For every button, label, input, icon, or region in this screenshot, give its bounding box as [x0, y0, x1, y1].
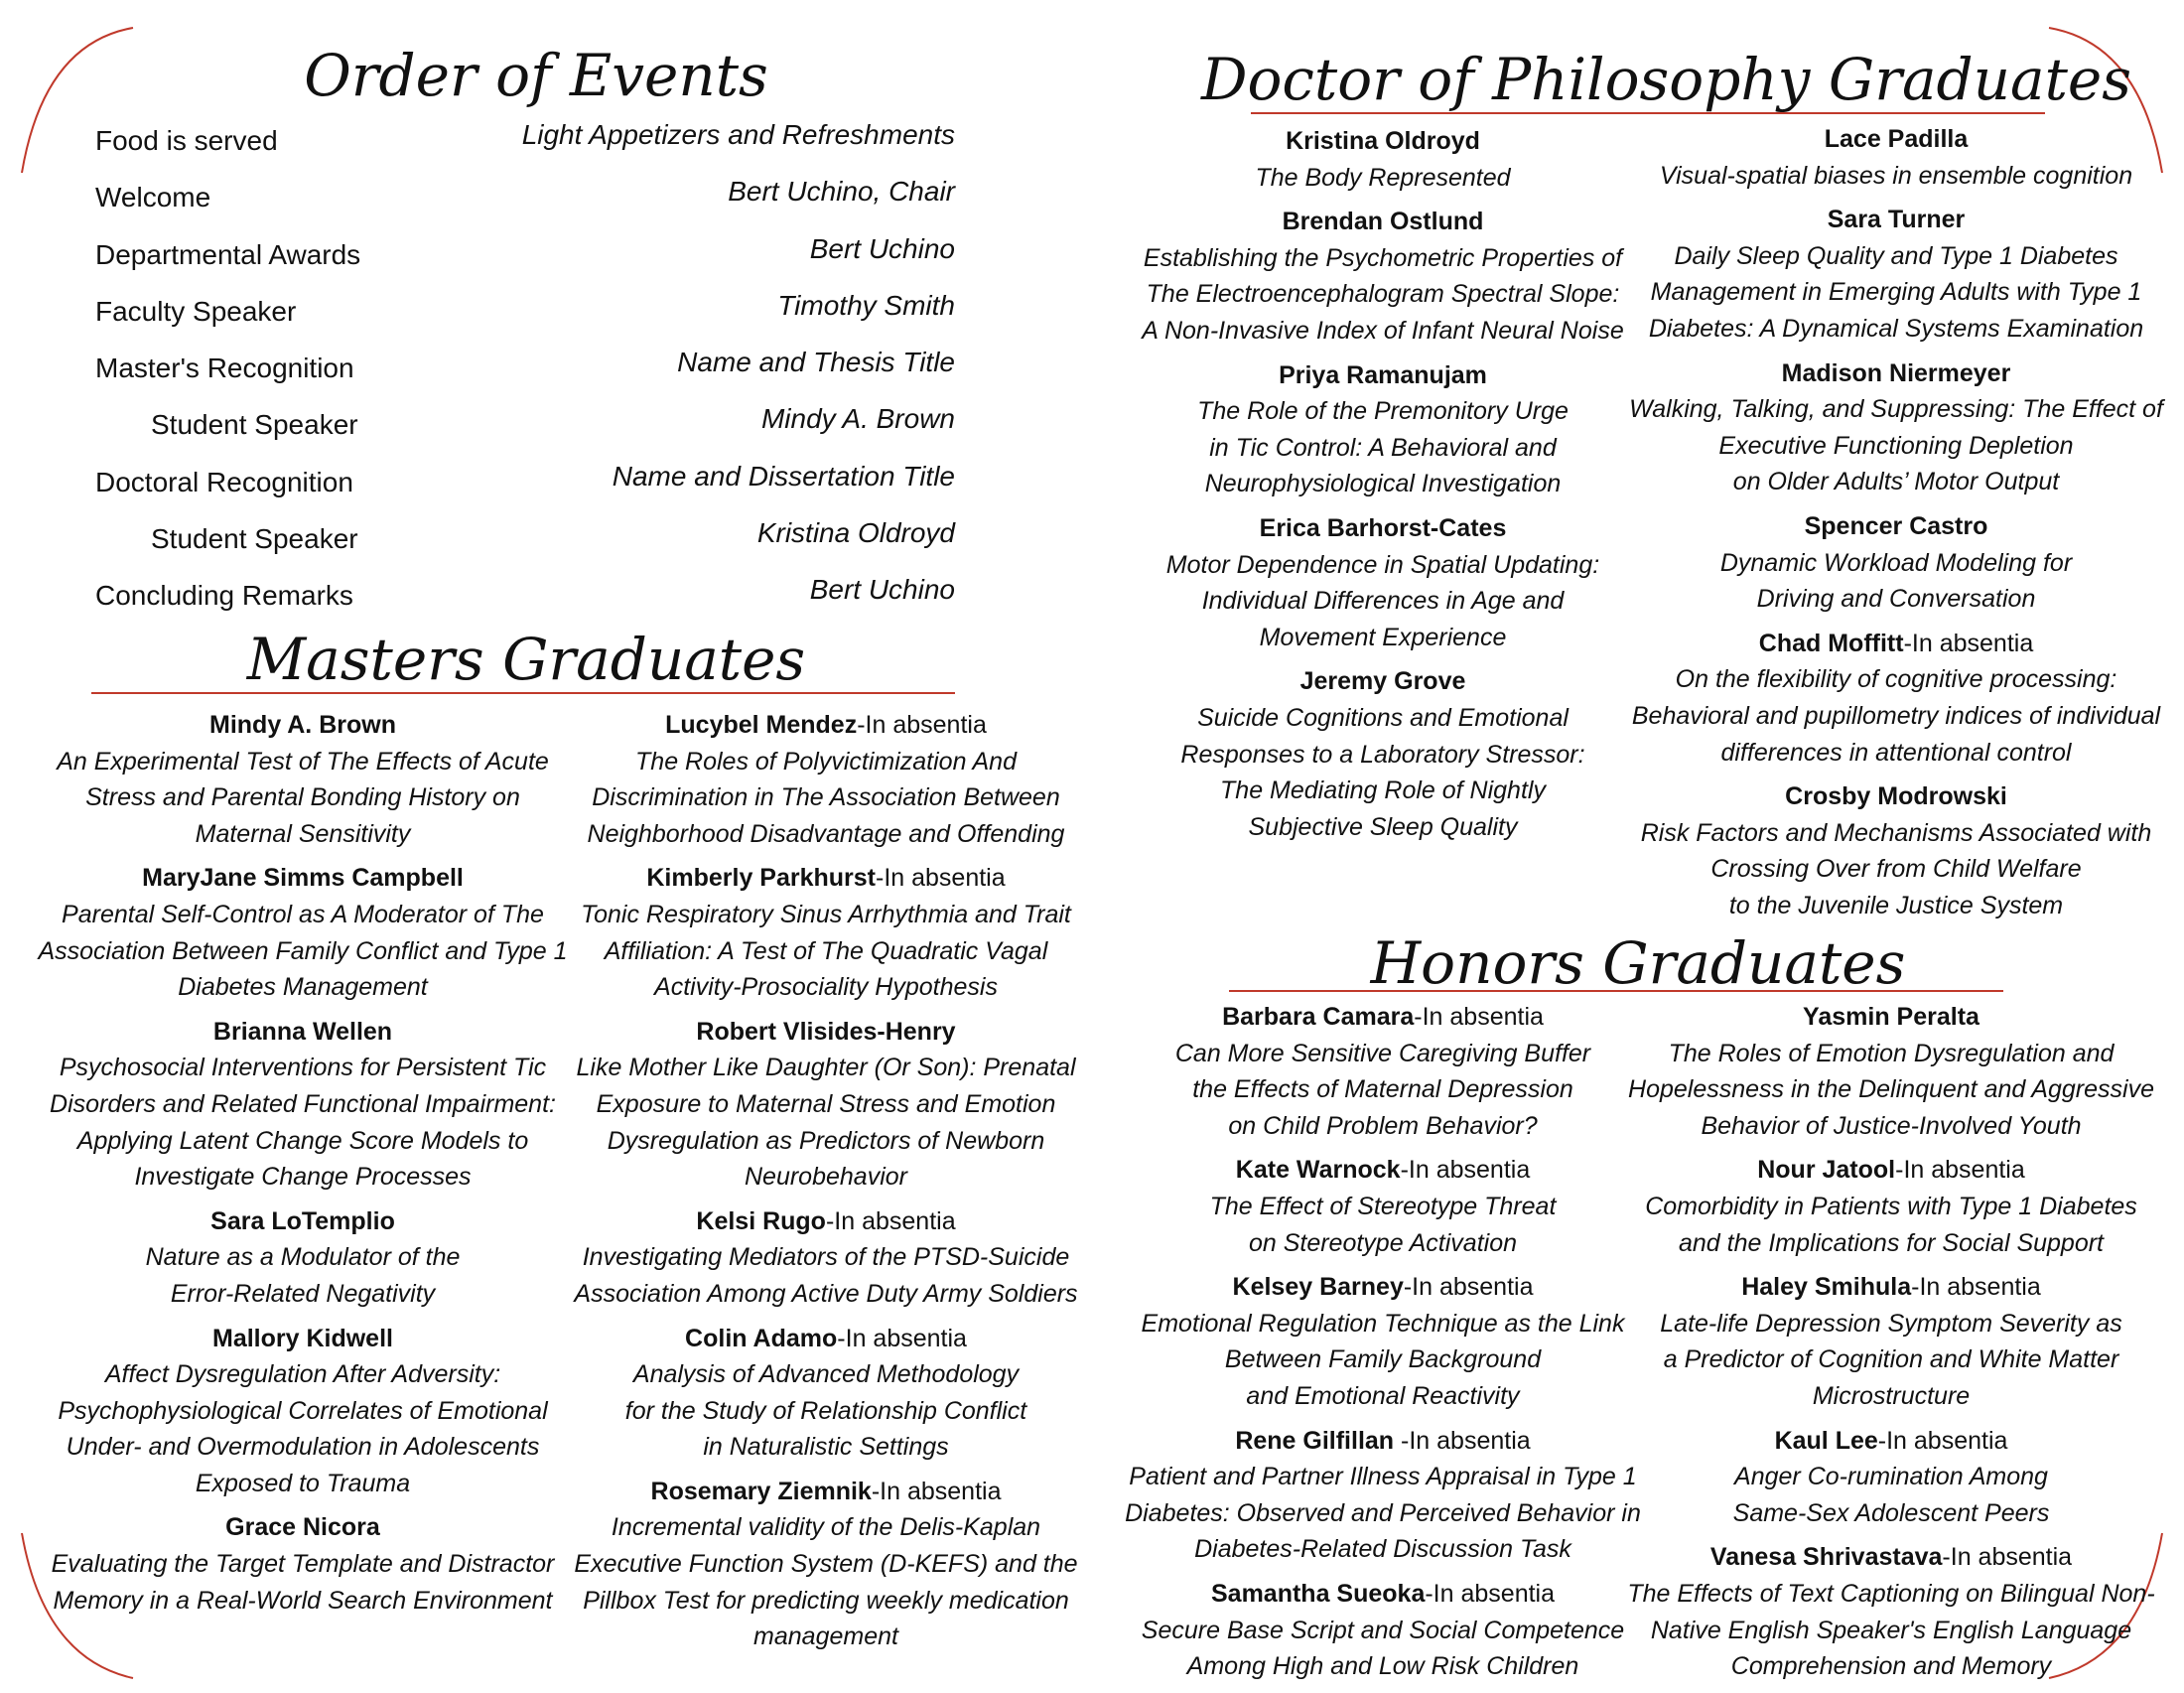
graduate-name-line — [1618, 1152, 2164, 1189]
graduate-name: Kelsey Barney — [1232, 1273, 1404, 1302]
graduate-name: Yasmin Peralta — [1803, 1003, 1979, 1031]
graduate-name-line — [1120, 999, 1646, 1036]
masters-heading: Masters Graduates — [246, 626, 806, 693]
graduate-name: Vanesa Shrivastava — [1709, 1543, 1943, 1572]
thesis-title-line: Dysregulation as Predictors of Newborn — [607, 1126, 1045, 1155]
honors-right-column — [1618, 999, 2164, 1693]
thesis-title-line: Motor Dependence in Spatial Updating: — [1165, 550, 1600, 579]
thesis-title-line: Neighborhood Disadvantage and Offending — [587, 819, 1065, 848]
thesis-title-line: Individual Differences in Age and — [1201, 587, 1565, 616]
thesis-title-line: Anger Co-rumination Among — [1734, 1463, 2048, 1491]
thesis-title-line: Incremental validity of the Delis-Kaplan — [611, 1513, 1041, 1542]
thesis-title-line: Exposure to Maternal Stress and Emotion — [596, 1089, 1056, 1118]
thesis-title-line: Parental Self-Control as A Moderator of The — [62, 900, 544, 928]
graduate-entry — [1618, 1152, 2164, 1261]
thesis-title-line: on Stereotype Activation — [1248, 1228, 1518, 1257]
graduate-name-line — [1120, 357, 1646, 394]
event-value: Bert Uchino — [809, 574, 955, 606]
thesis-title-line: Visual-spatial biases in ensemble cognition — [1659, 161, 2133, 190]
graduate-entry — [1618, 1269, 2164, 1414]
thesis-title-line: Secure Base Script and Social Competence — [1141, 1616, 1625, 1644]
thesis-title-line: An Experimental Test of The Effects of Acute — [57, 747, 549, 776]
in-absentia-note: -In absentia — [1394, 1426, 1531, 1455]
thesis-title-line: on Child Problem Behavior? — [1228, 1111, 1538, 1140]
in-absentia-note: -In absentia — [876, 864, 1006, 893]
graduate-name: Robert Vlisides-Henry — [696, 1017, 956, 1046]
graduate-name: Kaul Lee — [1774, 1426, 1878, 1455]
thesis-title-line: Establishing the Psychometric Properties of — [1143, 243, 1623, 272]
phd-heading: Doctor of Philosophy Graduates — [1201, 46, 2131, 113]
thesis-title-line: on Older Adults’ Motor Output — [1732, 468, 2060, 496]
thesis-title-line: The Mediating Role of Nightly — [1220, 776, 1546, 805]
thesis-title-line: Memory in a Real-World Search Environment — [53, 1586, 553, 1615]
thesis-title-line: Daily Sleep Quality and Type 1 Diabetes — [1674, 241, 2118, 270]
graduate-name-line — [30, 1203, 576, 1240]
thesis-title-line: The Effects of Text Captioning on Bilingual Non- — [1627, 1579, 2155, 1608]
honors-left-column — [1120, 999, 1646, 1693]
thesis-title-line: The Body Represented — [1255, 163, 1511, 192]
thesis-title-line: The Effect of Stereotype Threat — [1209, 1192, 1557, 1220]
thesis-title-line: Affect Dysregulation After Adversity: — [104, 1360, 501, 1389]
thesis-title-line: for the Study of Relationship Conflict — [624, 1396, 1027, 1425]
graduate-entry — [30, 707, 576, 852]
graduate-name-line — [568, 1321, 1084, 1357]
event-row — [95, 119, 955, 176]
graduate-entry — [1120, 123, 1646, 196]
graduate-name-line — [1120, 663, 1646, 700]
graduate-name-line — [568, 1203, 1084, 1240]
thesis-title-line: Neurobehavior — [745, 1163, 907, 1192]
thesis-title-line: Neurophysiological Investigation — [1204, 470, 1562, 498]
graduate-name: Mindy A. Brown — [209, 711, 396, 739]
event-value: Light Appetizers and Refreshments — [521, 119, 955, 150]
graduate-name-line — [1120, 1423, 1646, 1460]
thesis-title-line: Patient and Partner Illness Appraisal in Type 1 — [1129, 1463, 1637, 1491]
graduate-entry — [1120, 1423, 1646, 1568]
graduate-entry — [30, 1014, 576, 1196]
event-row — [95, 347, 955, 403]
graduate-name: Samantha Sueoka — [1211, 1579, 1426, 1608]
event-value: Name and Thesis Title — [677, 347, 955, 378]
graduate-name-line — [1618, 999, 2164, 1036]
thesis-title-line: Evaluating the Target Template and Distractor — [51, 1550, 555, 1579]
graduate-name-line — [1120, 1269, 1646, 1306]
phd-left-column — [1120, 123, 1646, 853]
graduate-name-line — [1618, 1269, 2164, 1306]
graduate-name: Erica Barhorst-Cates — [1259, 513, 1507, 542]
graduate-entry — [1120, 1269, 1646, 1414]
event-label: Student Speaker — [151, 523, 358, 555]
graduate-name: Sara LoTemplio — [210, 1206, 395, 1235]
thesis-title-line: Disorders and Related Functional Impairment: — [50, 1089, 556, 1118]
event-label: Student Speaker — [151, 409, 358, 441]
thesis-title-line: Nature as a Modulator of the — [145, 1243, 461, 1272]
graduate-name-line — [1120, 1576, 1646, 1613]
graduate-name: Nour Jatool — [1757, 1156, 1896, 1185]
in-absentia-note: -In absentia — [1403, 1273, 1534, 1302]
event-label: Doctoral Recognition — [95, 466, 353, 497]
thesis-title-line: The Role of the Premonitory Urge — [1197, 397, 1569, 426]
event-row — [95, 290, 955, 347]
thesis-title-line: Diabetes-Related Discussion Task — [1194, 1535, 1571, 1564]
graduate-entry — [1120, 663, 1646, 845]
graduate-name-line — [568, 707, 1084, 744]
thesis-title-line: Diabetes: A Dynamical Systems Examination — [1648, 314, 2144, 343]
thesis-title-line: in Tic Control: A Behavioral and — [1209, 433, 1557, 462]
graduate-name-line — [1618, 508, 2174, 545]
graduate-name: Haley Smihula — [1741, 1273, 1912, 1302]
thesis-title-line: Microstructure — [1812, 1381, 1971, 1410]
event-row — [95, 233, 955, 290]
thesis-title-line: On the flexibility of cognitive processing: — [1675, 665, 2117, 694]
thesis-title-line: a Predictor of Cognition and White Matter — [1663, 1345, 2119, 1374]
thesis-title-line: The Roles of Emotion Dysregulation and — [1668, 1039, 2115, 1067]
graduate-entry — [1120, 510, 1646, 655]
thesis-title-line: Stress and Parental Bonding History on — [85, 783, 520, 812]
graduate-name-line — [1618, 626, 2174, 662]
thesis-title-line: Psychosocial Interventions for Persistent Tic — [59, 1054, 547, 1082]
event-row — [95, 517, 955, 574]
graduate-name: Rene Gilfillan — [1235, 1426, 1395, 1455]
graduate-entry — [30, 860, 576, 1005]
thesis-title-line: Maternal Sensitivity — [195, 819, 411, 848]
thesis-title-line: Comorbidity in Patients with Type 1 Diabetes — [1645, 1192, 2137, 1220]
thesis-title-line: Walking, Talking, and Suppressing: The Effect of — [1629, 395, 2163, 424]
honors-heading: Honors Graduates — [1370, 929, 1906, 997]
thesis-title-line: Comprehension and Memory — [1730, 1652, 2052, 1681]
graduate-name-line — [30, 707, 576, 744]
in-absentia-note: -In absentia — [1942, 1543, 2073, 1572]
graduate-name-line — [30, 1014, 576, 1051]
thesis-title-line: Hopelessness in the Delinquent and Aggressive — [1628, 1075, 2154, 1104]
graduate-name: Lucybel Mendez — [665, 711, 858, 739]
thesis-title-line: Driving and Conversation — [1756, 585, 2036, 614]
graduate-name-line — [568, 1474, 1084, 1510]
thesis-title-line: Tonic Respiratory Sinus Arrhythmia and Trait — [581, 900, 1071, 928]
event-label: Master's Recognition — [95, 353, 354, 384]
graduate-name-line — [568, 1014, 1084, 1051]
thesis-title-line: Subjective Sleep Quality — [1248, 812, 1518, 841]
graduate-entry — [568, 1014, 1084, 1196]
graduate-name-line — [1618, 121, 2174, 158]
event-row — [95, 403, 955, 460]
thesis-title-line: Applying Latent Change Score Models to — [76, 1126, 529, 1155]
in-absentia-note: -In absentia — [871, 1477, 1002, 1505]
thesis-title-line: Can More Sensitive Caregiving Buffer — [1174, 1039, 1591, 1067]
thesis-title-line: Diabetes: Observed and Perceived Behavior in — [1125, 1498, 1641, 1527]
phd-heading-rule — [1251, 112, 2045, 114]
graduate-entry — [1618, 202, 2174, 347]
thesis-title-line: Dynamic Workload Modeling for — [1719, 548, 2073, 577]
thesis-title-line: Executive Function System (D-KEFS) and the — [574, 1550, 1078, 1579]
event-value: Timothy Smith — [777, 289, 955, 321]
event-value: Kristina Oldroyd — [756, 517, 955, 549]
phd-right-column — [1618, 121, 2174, 931]
event-label: Concluding Remarks — [95, 580, 353, 612]
event-value: Bert Uchino — [809, 232, 955, 264]
in-absentia-note: -In absentia — [1414, 1003, 1544, 1031]
graduate-name-line — [1618, 1423, 2164, 1460]
graduate-name-line — [1618, 1539, 2164, 1576]
graduate-name: Sara Turner — [1827, 206, 1966, 234]
in-absentia-note: -In absentia — [837, 1324, 967, 1352]
graduate-name: Brianna Wellen — [212, 1017, 393, 1046]
thesis-title-line: Same-Sex Adolescent Peers — [1732, 1498, 2050, 1527]
graduate-name: Spencer Castro — [1804, 511, 1988, 540]
graduate-name-line — [568, 860, 1084, 897]
graduate-name-line — [1120, 123, 1646, 160]
graduate-name: Rosemary Ziemnik — [650, 1477, 872, 1505]
thesis-title-line: in Naturalistic Settings — [703, 1433, 949, 1462]
thesis-title-line: Discrimination in The Association Between — [592, 783, 1060, 812]
thesis-title-line: Error-Related Negativity — [170, 1279, 436, 1308]
thesis-title-line: management — [753, 1622, 898, 1651]
thesis-title-line: Native English Speaker's English Language — [1650, 1616, 2132, 1644]
thesis-title-line: differences in attentional control — [1720, 738, 2072, 767]
graduate-name: Brendan Ostlund — [1282, 208, 1484, 236]
thesis-title-line: Late-life Depression Symptom Severity as — [1660, 1309, 2122, 1338]
graduate-entry — [30, 1321, 576, 1502]
thesis-title-line: to the Juvenile Justice System — [1728, 891, 2064, 919]
in-absentia-note: -In absentia — [857, 711, 987, 739]
graduate-name: Crosby Modrowski — [1785, 782, 2007, 811]
event-row — [95, 176, 955, 232]
graduate-name: Kate Warnock — [1235, 1156, 1401, 1185]
thesis-title-line: Exposed to Trauma — [195, 1469, 411, 1497]
graduate-entry — [30, 1509, 576, 1619]
graduate-entry — [30, 1203, 576, 1313]
graduate-name-line — [1120, 510, 1646, 547]
in-absentia-note: -In absentia — [825, 1206, 956, 1235]
event-value: Bert Uchino, Chair — [728, 176, 955, 208]
graduate-name-line — [1618, 778, 2174, 815]
graduate-name: MaryJane Simms Campbell — [142, 864, 464, 893]
thesis-title-line: Investigate Change Processes — [134, 1163, 472, 1192]
order-of-events-list — [95, 119, 955, 632]
thesis-title-line: Emotional Regulation Technique as the Link — [1141, 1309, 1625, 1338]
thesis-title-line: Management in Emerging Adults with Type 1 — [1650, 278, 2142, 307]
masters-right-column — [568, 707, 1084, 1663]
thesis-title-line: Like Mother Like Daughter (Or Son): Prenatal — [576, 1054, 1076, 1082]
graduate-entry — [1618, 508, 2174, 618]
thesis-title-line: Movement Experience — [1259, 623, 1507, 651]
event-value: Name and Dissertation Title — [612, 460, 955, 492]
graduate-entry — [1120, 1152, 1646, 1261]
graduate-entry — [1618, 1423, 2164, 1532]
graduate-name: Lace Padilla — [1824, 125, 1969, 153]
thesis-title-line: Crossing Over from Child Welfare — [1710, 855, 2082, 884]
event-label: Food is served — [95, 125, 278, 156]
thesis-title-line: the Effects of Maternal Depression — [1192, 1075, 1573, 1104]
graduate-name: Madison Niermeyer — [1781, 358, 2011, 387]
graduate-entry — [1618, 355, 2174, 500]
graduate-entry — [1618, 999, 2164, 1144]
thesis-title-line: Analysis of Advanced Methodology — [632, 1360, 1020, 1389]
graduate-name-line — [30, 860, 576, 897]
thesis-title-line: Responses to a Laboratory Stressor: — [1180, 740, 1585, 769]
thesis-title-line: Behavior of Justice-Involved Youth — [1701, 1111, 2082, 1140]
in-absentia-note: -In absentia — [1903, 629, 2034, 657]
graduate-name-line — [30, 1509, 576, 1546]
graduate-name-line — [1618, 355, 2174, 392]
graduate-entry — [1618, 778, 2174, 923]
masters-left-column — [30, 707, 576, 1626]
graduate-entry — [568, 860, 1084, 1005]
thesis-title-line: Executive Functioning Depletion — [1718, 431, 2074, 460]
event-row — [95, 461, 955, 517]
thesis-title-line: Affiliation: A Test of The Quadratic Vagal — [604, 936, 1048, 965]
thesis-title-line: and the Implications for Social Support — [1678, 1228, 2104, 1257]
thesis-title-line: Association Between Family Conflict and Type 1 — [38, 936, 568, 965]
thesis-title-line: Behavioral and pupillometry indices of individual — [1631, 701, 2161, 730]
honors-heading-rule — [1229, 990, 2003, 992]
thesis-title-line: Suicide Cognitions and Emotional — [1197, 703, 1569, 732]
graduate-name: Jeremy Grove — [1299, 667, 1466, 696]
graduate-name-line — [30, 1321, 576, 1357]
thesis-title-line: Activity-Prosociality Hypothesis — [654, 973, 998, 1002]
graduate-entry — [1120, 204, 1646, 349]
thesis-title-line: Risk Factors and Mechanisms Associated with — [1640, 818, 2152, 847]
order-of-events-heading: Order of Events — [304, 42, 768, 109]
thesis-title-line: and Emotional Reactivity — [1246, 1381, 1520, 1410]
graduate-entry — [1120, 357, 1646, 502]
thesis-title-line: Psychophysiological Correlates of Emotional — [58, 1396, 548, 1425]
thesis-title-line: The Roles of Polyvictimization And — [635, 747, 1017, 776]
graduate-entry — [1618, 121, 2174, 194]
graduate-entry — [1120, 1576, 1646, 1685]
graduate-name-line — [1618, 202, 2174, 238]
graduate-entry — [568, 1203, 1084, 1313]
thesis-title-line: The Electroencephalogram Spectral Slope: — [1146, 280, 1620, 309]
graduate-name-line — [1120, 1152, 1646, 1189]
masters-heading-rule — [91, 692, 955, 694]
graduate-name: Kimberly Parkhurst — [646, 864, 876, 893]
thesis-title-line: Pillbox Test for predicting weekly medication — [583, 1586, 1069, 1615]
event-label: Faculty Speaker — [95, 295, 297, 327]
in-absentia-note: -In absentia — [1877, 1426, 2008, 1455]
thesis-title-line: Under- and Overmodulation in Adolescents — [66, 1433, 540, 1462]
graduate-entry — [1618, 1539, 2164, 1684]
graduate-name-line — [1120, 204, 1646, 240]
event-label: Welcome — [95, 182, 211, 213]
in-absentia-note: -In absentia — [1425, 1579, 1555, 1608]
thesis-title-line: Between Family Background — [1224, 1345, 1542, 1374]
thesis-title-line: A Non-Invasive Index of Infant Neural Noise — [1142, 316, 1624, 345]
graduate-entry — [1618, 626, 2174, 771]
graduate-name: Barbara Camara — [1222, 1003, 1415, 1031]
thesis-title-line: Diabetes Management — [178, 973, 428, 1002]
graduate-entry — [1120, 999, 1646, 1144]
event-label: Departmental Awards — [95, 238, 361, 270]
graduate-entry — [568, 1321, 1084, 1466]
thesis-title-line: Investigating Mediators of the PTSD-Suicide — [582, 1243, 1070, 1272]
graduate-entry — [568, 1474, 1084, 1655]
event-value: Mindy A. Brown — [760, 403, 955, 435]
in-absentia-note: -In absentia — [1895, 1156, 2025, 1185]
graduate-name: Kelsi Rugo — [696, 1206, 826, 1235]
in-absentia-note: -In absentia — [1911, 1273, 2041, 1302]
graduate-name: Chad Moffitt — [1758, 629, 1904, 657]
graduate-entry — [568, 707, 1084, 852]
thesis-title-line: Among High and Low Risk Children — [1186, 1652, 1579, 1681]
graduate-name: Kristina Oldroyd — [1286, 127, 1480, 155]
thesis-title-line: Association Among Active Duty Army Soldiers — [574, 1279, 1078, 1308]
graduate-name: Priya Ramanujam — [1279, 360, 1487, 389]
in-absentia-note: -In absentia — [1400, 1156, 1531, 1185]
event-row — [95, 574, 955, 631]
graduate-name: Grace Nicora — [225, 1513, 380, 1542]
graduate-name: Mallory Kidwell — [212, 1324, 393, 1352]
graduate-name: Colin Adamo — [685, 1324, 838, 1352]
